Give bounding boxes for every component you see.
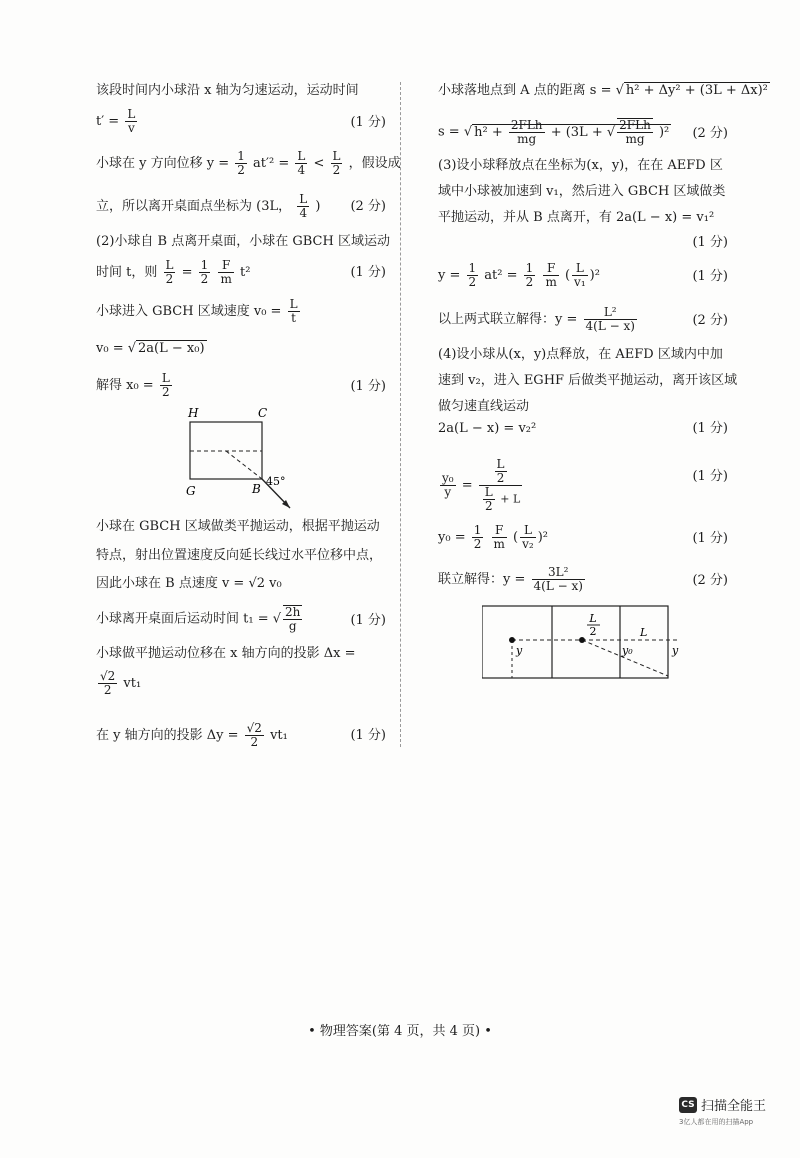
formula-dy: 在 y 轴方向的投影 Δy = $\frac{√2}{2}$ vt₁ [96, 721, 288, 749]
column-divider [400, 82, 401, 747]
formula-t-prime: t′ = $\frac{L}{v}$ [96, 107, 136, 135]
formula-v0-sqrt: v₀ = √ 2a(L − x₀) [96, 341, 205, 356]
formula-y0: y₀ = $\frac{1}{2}$ $\frac{F}{m}$ ( $\frac{L}{\text{v₂}}$ )² [438, 523, 549, 551]
score-label: (1 分) [350, 265, 386, 280]
text-line: 速到 v₂，进入 EGHF 后做类平抛运动，离开该区域 [438, 373, 738, 388]
text-line: (3)设小球释放点在坐标为(x，y)，在在 AEFD 区 [438, 158, 723, 173]
camscanner-tagline: 3亿人都在用的扫描App [679, 1118, 754, 1126]
score-label: (2 分) [692, 126, 728, 141]
formula-v0: 小球进入 GBCH 区域速度 v₀ = $\frac{L}{t}$ [96, 297, 298, 325]
score-label: (1 分) [692, 469, 728, 484]
formula-leave-point: 立，所以离开桌面点坐标为 (3L， $\frac{L}{4}$ ) [96, 192, 321, 220]
label-b: B [252, 482, 261, 496]
text-line: 小球做平抛运动位移在 x 轴方向的投影 Δx = [96, 646, 356, 661]
score-label: (1 分) [350, 728, 386, 743]
label-g: G [186, 484, 196, 498]
text-line: 做匀速直线运动 [438, 399, 530, 414]
camscanner-logo-icon: CS [679, 1097, 697, 1113]
text-line: 域中小球被加速到 v₁，然后进入 GBCH 区域做类 [438, 184, 726, 199]
score-label: (1 分) [692, 235, 728, 250]
label-half-l-num: L [589, 612, 597, 625]
score-label: (1 分) [692, 531, 728, 546]
formula-y-displacement: 小球在 y 方向位移 y = $\frac{1}{2}$ at′² = $\frac{L}{4}$ < $\frac{L}{2}$ ，假设成 [96, 149, 401, 177]
score-label: (2 分) [692, 573, 728, 588]
region-diagram [482, 602, 738, 684]
formula-x0: 解得 x₀ = $\frac{L}{2}$ [96, 371, 170, 399]
label-y-left: y [516, 644, 523, 657]
formula-time: 时间 t，则 $\frac{L}{2}$ = $\frac{1}{2}$ $\frac{F}{m}$ t² [96, 258, 251, 286]
text-line: 特点，射出位置速度反向延长线过水平位移中点， [96, 548, 383, 563]
camscanner-badge [679, 1092, 789, 1132]
formula-y-r: y = $\frac{1}{2}$ at² = $\frac{1}{2}$ $\frac{F}{m}$ ( $\frac{L}{\text{v₁}}$ )² [438, 261, 600, 289]
score-label: (2 分) [350, 199, 386, 214]
score-label: (1 分) [692, 269, 728, 284]
label-half-l-den: 2 [589, 625, 597, 638]
fraction: $\frac{L}{v}$ [127, 107, 136, 135]
text-line: 小球在 GBCH 区域做类平抛运动，根据平抛运动 [96, 519, 380, 534]
text-line: 因此小球在 B 点速度 v = √2 v₀ [96, 576, 282, 591]
label-angle: 45° [266, 475, 286, 488]
label-l: L [640, 626, 648, 639]
trajectory-dashed [226, 451, 262, 479]
label-y0: y₀ [622, 644, 633, 657]
score-label: (1 分) [350, 613, 386, 628]
score-label: (2 分) [692, 313, 728, 328]
text-line: (2)小球自 B 点离开桌面，小球在 GBCH 区域运动 [96, 234, 390, 249]
formula-t1: 小球离开桌面后运动时间 t₁ = √ $\frac{2h}{g}$ [96, 605, 301, 633]
text-line: 平抛运动，并从 B 点离开，有 2a(L − x) = v₁² [438, 210, 715, 225]
formula-dx: $\frac{√2}{2}$ vt₁ [100, 669, 142, 697]
text-line: 该段时间内小球沿 x 轴为匀速运动，运动时间 [96, 83, 359, 98]
entry-point-dot [579, 637, 585, 643]
formula-ratio: $\frac{\text{y₀}}{y}$ = $\frac{L}{2}$ $\frac{L}{2}$ + L [442, 457, 521, 513]
formula-s: 小球落地点到 A 点的距离 s = √ h² + Δy² + (3L + Δx)² [438, 83, 768, 98]
page-footer: • 物理答案(第 4 页，共 4 页) • [308, 1024, 492, 1039]
gbch-diagram [182, 405, 312, 515]
score-label: (1 分) [350, 379, 386, 394]
camscanner-name: 扫描全能王 [701, 1099, 767, 1114]
label-h: H [188, 406, 199, 420]
formula-v2: 2a(L − x) = v₂² [438, 421, 537, 436]
score-label: (1 分) [350, 115, 386, 130]
score-label: (1 分) [692, 421, 728, 436]
formula-final-y: 联立解得：y = $\frac{\text{3L²}}{4(L - x)}$ [438, 565, 583, 593]
label-c: C [258, 406, 268, 420]
formula-solve-y: 以上两式联立解得：y = $\frac{\text{L²}}{4(L - x)}$ [438, 305, 635, 333]
formula-s-expanded: s = √ h² + $\frac{\text{2FLh}}{mg}$ + (3L + √ $\frac{\text{2FLh}}{mg}$ )² [438, 117, 670, 146]
text-line: (4)设小球从(x，y)点释放，在 AEFD 区域内中加 [438, 347, 723, 362]
release-point-dot [509, 637, 515, 643]
label-y-right: y [672, 644, 679, 657]
